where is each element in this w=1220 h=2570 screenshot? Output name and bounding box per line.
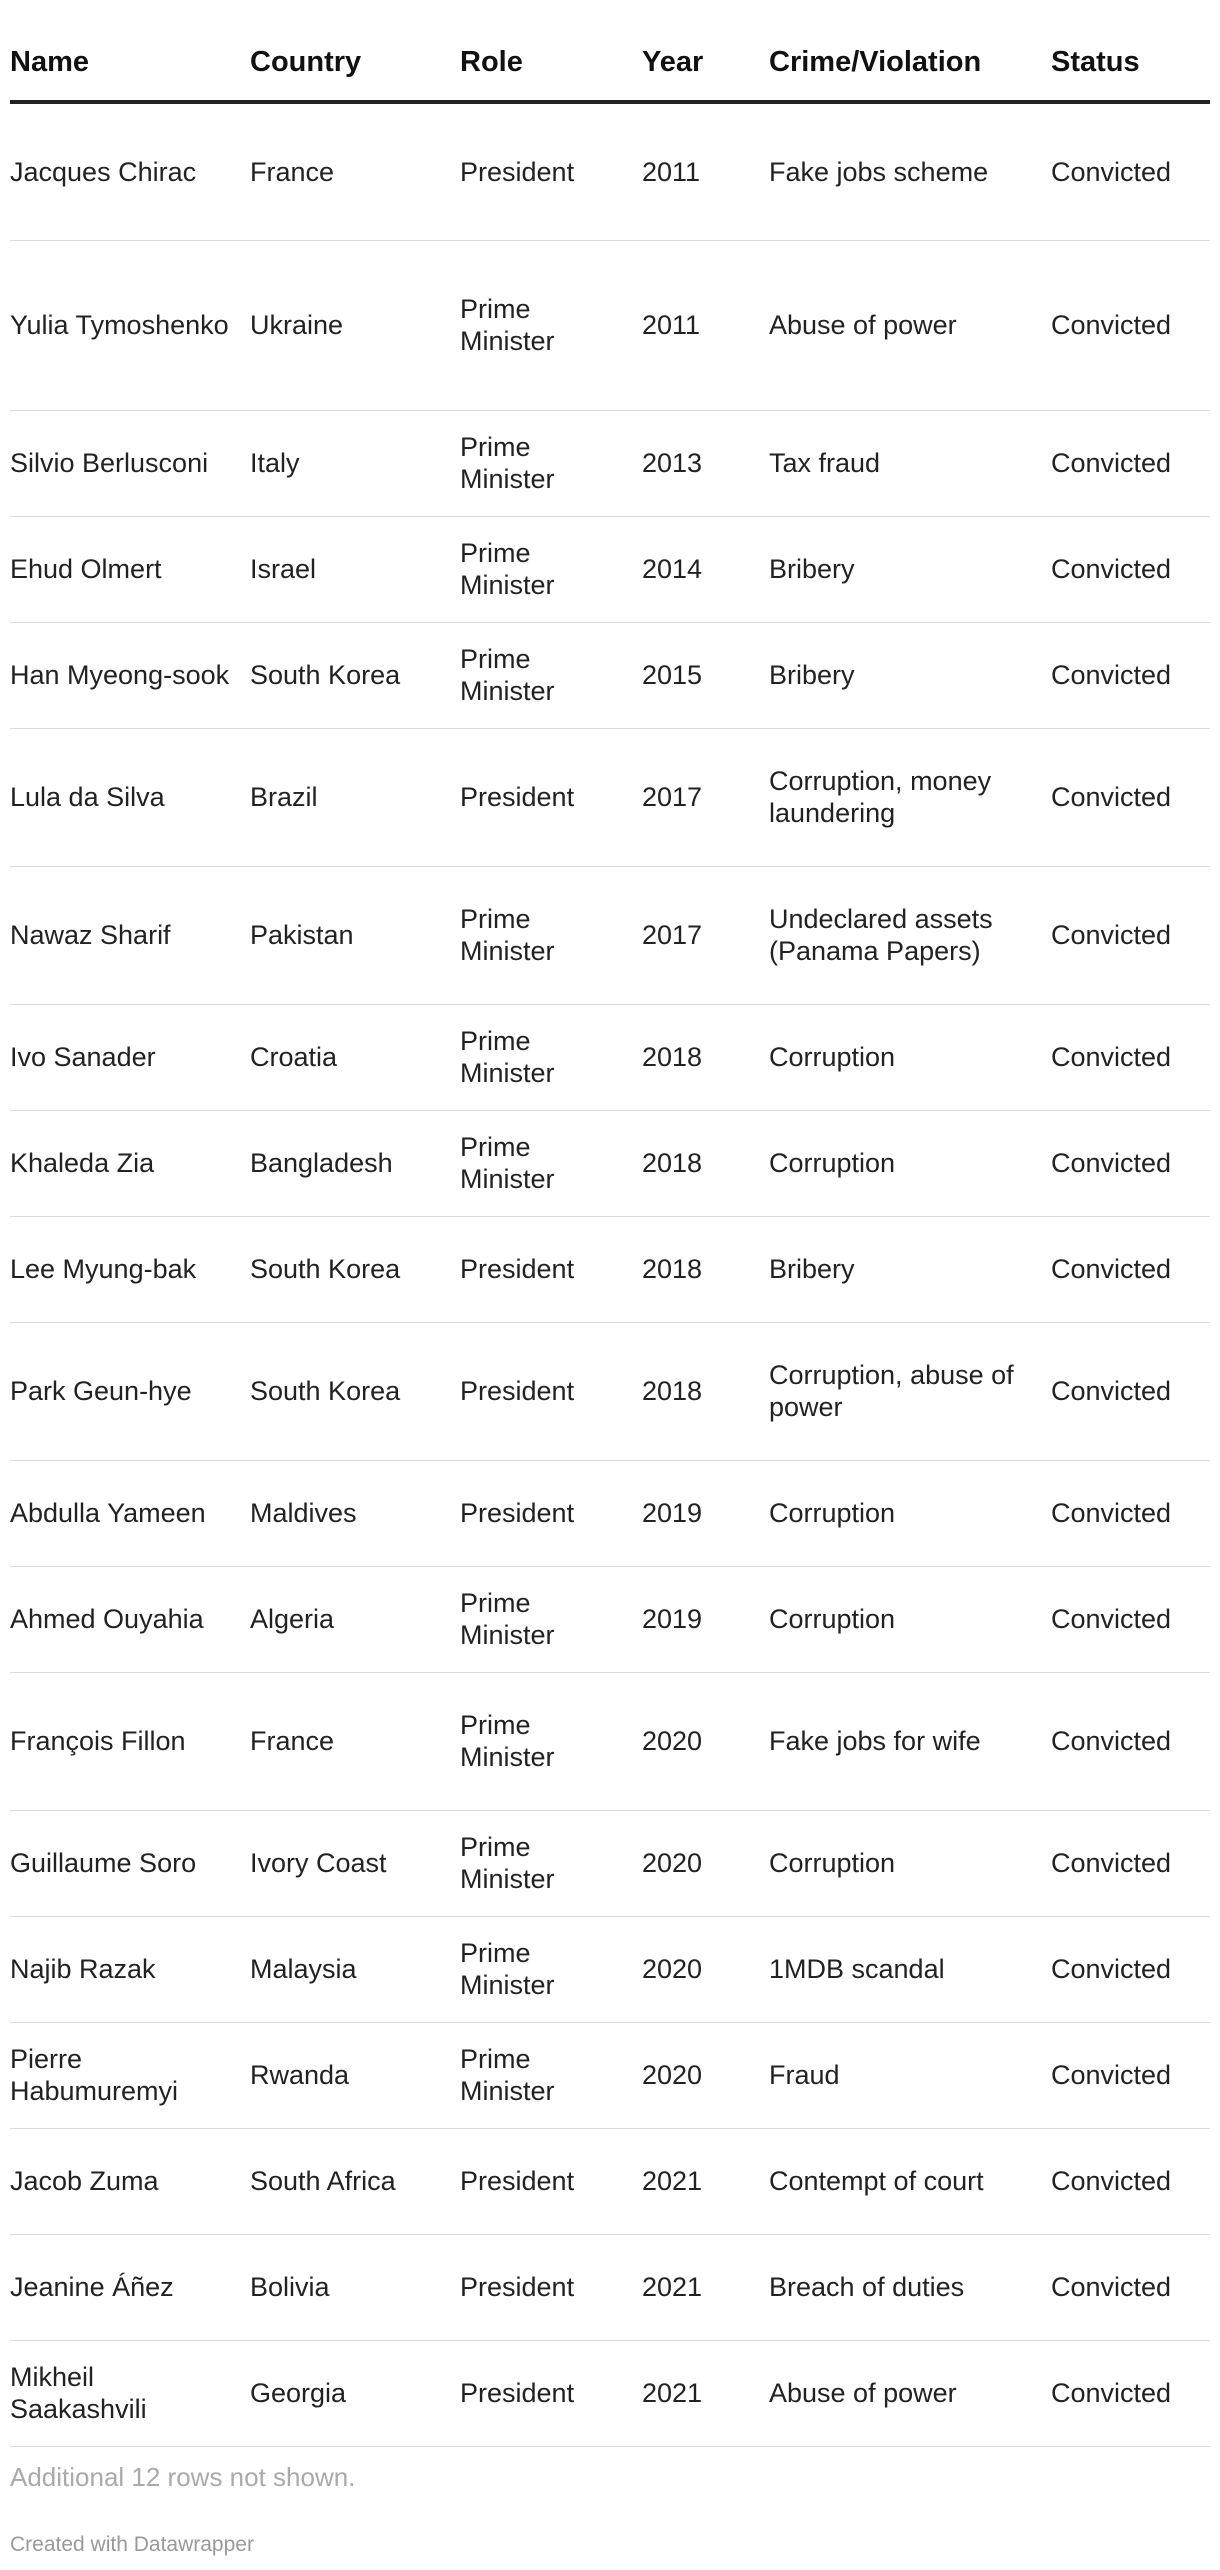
crime-cell xyxy=(769,2128,1051,2234)
crime-cell xyxy=(769,1110,1051,1216)
cell-text: Convicted xyxy=(1051,156,1172,187)
role-cell xyxy=(460,1004,642,1110)
cell-text: 2019 xyxy=(642,1604,703,1634)
country-cell xyxy=(250,728,460,866)
name-cell xyxy=(10,1916,250,2022)
cell-text: Convicted xyxy=(1051,1726,1172,1756)
country-cell xyxy=(250,1216,460,1322)
cell-text: Prime Minister xyxy=(460,1026,555,1088)
name-cell xyxy=(10,240,250,410)
cell-text: Bolivia xyxy=(250,2272,330,2302)
status-cell xyxy=(1051,2022,1210,2128)
country-cell xyxy=(250,410,460,516)
cell-text: Ivory Coast xyxy=(250,1848,387,1878)
name-cell xyxy=(10,1216,250,1322)
cell-text: Ukraine xyxy=(250,310,344,340)
cell-text: Rwanda xyxy=(250,2060,350,2090)
cell-text: Prime Minister xyxy=(460,1588,555,1650)
crime-cell xyxy=(769,1322,1051,1460)
country-cell xyxy=(250,1672,460,1810)
cell-text: Corruption xyxy=(769,1604,896,1634)
cell-text: Bribery xyxy=(769,1254,855,1284)
year-cell xyxy=(642,728,769,866)
cell-text: Prime Minister xyxy=(460,1832,555,1894)
crime-cell xyxy=(769,240,1051,410)
column-header-year[interactable]: Year xyxy=(642,24,769,102)
name-cell xyxy=(10,1322,250,1460)
year-cell xyxy=(642,2234,769,2340)
year-cell xyxy=(642,622,769,728)
crime-cell xyxy=(769,1672,1051,1810)
table-row xyxy=(10,2234,1210,2340)
cell-text: Ivo Sanader xyxy=(10,1042,156,1072)
status-cell xyxy=(1051,728,1210,866)
country-cell xyxy=(250,1460,460,1566)
table-row xyxy=(10,1672,1210,1810)
column-header-crime[interactable]: Crime/Violation xyxy=(769,24,1051,102)
cell-text: Nawaz Sharif xyxy=(10,920,171,950)
cell-text: 2020 xyxy=(642,2060,703,2090)
status-cell xyxy=(1051,1322,1210,1460)
cell-text: Abdulla Yameen xyxy=(10,1498,206,1528)
crime-cell xyxy=(769,102,1051,240)
cell-text: Undeclared assets (Panama Papers) xyxy=(769,904,993,966)
role-cell xyxy=(460,1460,642,1566)
column-header-country[interactable]: Country xyxy=(250,24,460,102)
role-cell xyxy=(460,2022,642,2128)
cell-text: Prime Minister xyxy=(460,1132,555,1194)
cell-text: Brazil xyxy=(250,782,318,812)
year-cell xyxy=(642,102,769,240)
cell-text: Corruption xyxy=(769,1498,896,1528)
role-cell xyxy=(460,1672,642,1810)
table-row xyxy=(10,1322,1210,1460)
cell-text: Ahmed Ouyahia xyxy=(10,1604,204,1634)
cell-text: Tax fraud xyxy=(769,448,881,478)
cell-text: Corruption xyxy=(769,1148,896,1178)
table-row xyxy=(10,1460,1210,1566)
cell-text: Jacques Chirac xyxy=(10,156,197,187)
crime-cell xyxy=(769,410,1051,516)
cell-text: South Korea xyxy=(250,1254,401,1284)
cell-text: Convicted xyxy=(1051,2378,1172,2408)
crime-cell xyxy=(769,1460,1051,1566)
name-cell xyxy=(10,1672,250,1810)
cell-text: 2019 xyxy=(642,1498,703,1528)
name-cell xyxy=(10,866,250,1004)
cell-text: Prime Minister xyxy=(460,294,555,356)
crime-cell xyxy=(769,728,1051,866)
table-row xyxy=(10,2340,1210,2446)
cell-text: South Africa xyxy=(250,2166,396,2196)
cell-text: Prime Minister xyxy=(460,2044,555,2106)
year-cell xyxy=(642,1810,769,1916)
status-cell xyxy=(1051,1004,1210,1110)
year-cell xyxy=(642,1110,769,1216)
table-row xyxy=(10,516,1210,622)
table-row xyxy=(10,2128,1210,2234)
cell-text: Abuse of power xyxy=(769,2378,957,2408)
crime-cell xyxy=(769,2234,1051,2340)
table-row xyxy=(10,1810,1210,1916)
table-row xyxy=(10,1566,1210,1672)
country-cell xyxy=(250,1916,460,2022)
cell-text: 2020 xyxy=(642,1954,703,1984)
cell-text: Convicted xyxy=(1051,1254,1172,1284)
crime-cell xyxy=(769,1004,1051,1110)
name-cell xyxy=(10,1110,250,1216)
cell-text: Bangladesh xyxy=(250,1148,393,1178)
cell-text: Corruption xyxy=(769,1848,896,1878)
name-cell xyxy=(10,102,250,240)
cell-text: France xyxy=(250,1726,335,1756)
role-cell xyxy=(460,2340,642,2446)
cell-text: Han Myeong-sook xyxy=(10,660,230,690)
crime-cell xyxy=(769,1916,1051,2022)
column-header-status[interactable]: Status xyxy=(1051,24,1210,102)
cell-text: Najib Razak xyxy=(10,1954,156,1984)
cell-text: President xyxy=(460,782,575,812)
role-cell xyxy=(460,728,642,866)
cell-text: Contempt of court xyxy=(769,2166,984,2196)
name-cell xyxy=(10,1004,250,1110)
cell-text: François Fillon xyxy=(10,1726,186,1756)
cell-text: 2021 xyxy=(642,2166,703,2196)
cell-text: Convicted xyxy=(1051,1498,1172,1528)
cell-text: 2020 xyxy=(642,1726,703,1756)
cell-text: Pakistan xyxy=(250,920,354,950)
cell-text: Prime Minister xyxy=(460,432,555,494)
cell-text: President xyxy=(460,2272,575,2302)
role-cell xyxy=(460,516,642,622)
table-header xyxy=(10,24,1210,102)
role-cell xyxy=(460,1322,642,1460)
cell-text: 2021 xyxy=(642,2378,703,2408)
status-cell xyxy=(1051,1916,1210,2022)
country-cell xyxy=(250,516,460,622)
cell-text: Jeanine Áñez xyxy=(10,2272,174,2302)
status-cell xyxy=(1051,622,1210,728)
cell-text: Convicted xyxy=(1051,554,1172,584)
cell-text: Convicted xyxy=(1051,1848,1172,1878)
cell-text: South Korea xyxy=(250,1376,401,1406)
cell-text: Convicted xyxy=(1051,1376,1172,1406)
status-cell xyxy=(1051,1672,1210,1810)
status-cell xyxy=(1051,2234,1210,2340)
status-cell xyxy=(1051,240,1210,410)
cell-text: 2011 xyxy=(642,156,701,187)
cell-text: Fake jobs scheme xyxy=(769,156,989,187)
cell-text: Convicted xyxy=(1051,2060,1172,2090)
header-row xyxy=(10,24,1210,102)
status-cell xyxy=(1051,1110,1210,1216)
cell-text: Ehud Olmert xyxy=(10,554,162,584)
cell-text: Convicted xyxy=(1051,2166,1172,2196)
name-cell xyxy=(10,2128,250,2234)
column-header-name[interactable]: Name xyxy=(10,24,250,102)
table-row xyxy=(10,1110,1210,1216)
country-cell xyxy=(250,1004,460,1110)
role-cell xyxy=(460,1566,642,1672)
country-cell xyxy=(250,866,460,1004)
cell-text: Jacob Zuma xyxy=(10,2166,159,2196)
cell-text: Bribery xyxy=(769,660,855,690)
cell-text: Prime Minister xyxy=(460,904,555,966)
cell-text: Mikheil Saakashvili xyxy=(10,2362,147,2424)
table-row xyxy=(10,622,1210,728)
country-cell xyxy=(250,1566,460,1672)
table-row xyxy=(10,1004,1210,1110)
status-cell xyxy=(1051,410,1210,516)
cell-text: Lula da Silva xyxy=(10,782,165,812)
cell-text: Guillaume Soro xyxy=(10,1848,197,1878)
cell-text: Fake jobs for wife xyxy=(769,1726,981,1756)
cell-text: 2011 xyxy=(642,310,701,340)
credit-text: Created with Datawrapper xyxy=(10,2533,254,2556)
cell-text: France xyxy=(250,156,335,187)
column-header-role[interactable]: Role xyxy=(460,24,642,102)
year-cell xyxy=(642,516,769,622)
cell-text: Convicted xyxy=(1051,1042,1172,1072)
crime-cell xyxy=(769,866,1051,1004)
cell-text: Khaleda Zia xyxy=(10,1148,155,1178)
cell-text: Convicted xyxy=(1051,782,1172,812)
crime-cell xyxy=(769,516,1051,622)
cell-text: Croatia xyxy=(250,1042,338,1072)
cell-text: Lee Myung-bak xyxy=(10,1254,197,1284)
table-row xyxy=(10,1216,1210,1322)
role-cell xyxy=(460,1216,642,1322)
cell-text: President xyxy=(460,2378,575,2408)
role-cell xyxy=(460,2234,642,2340)
cell-text: Fraud xyxy=(769,2060,840,2090)
crime-cell xyxy=(769,1216,1051,1322)
role-cell xyxy=(460,1916,642,2022)
cell-text: Prime Minister xyxy=(460,1938,555,2000)
table-row xyxy=(10,728,1210,866)
crime-cell xyxy=(769,1566,1051,1672)
name-cell xyxy=(10,2234,250,2340)
cell-text: Malaysia xyxy=(250,1954,357,1984)
cell-text: Italy xyxy=(250,448,300,478)
name-cell xyxy=(10,1566,250,1672)
cell-text: 2014 xyxy=(642,554,703,584)
year-cell xyxy=(642,1322,769,1460)
cell-text: Algeria xyxy=(250,1604,335,1634)
cell-text: Convicted xyxy=(1051,920,1172,950)
cell-text: Breach of duties xyxy=(769,2272,965,2302)
year-cell xyxy=(642,2022,769,2128)
role-cell xyxy=(460,866,642,1004)
role-cell xyxy=(460,102,642,240)
cell-text: Corruption, abuse of power xyxy=(769,1360,1014,1422)
data-table xyxy=(10,24,1210,2447)
role-cell xyxy=(460,410,642,516)
table-row xyxy=(10,1916,1210,2022)
cell-text: Georgia xyxy=(250,2378,347,2408)
country-cell xyxy=(250,622,460,728)
year-cell xyxy=(642,1004,769,1110)
cell-text: President xyxy=(460,1498,575,1528)
cell-text: Israel xyxy=(250,554,317,584)
footnote: Additional 12 rows not shown. xyxy=(10,2462,356,2492)
name-cell xyxy=(10,622,250,728)
status-cell xyxy=(1051,516,1210,622)
year-cell xyxy=(642,2340,769,2446)
table-row xyxy=(10,866,1210,1004)
table-row xyxy=(10,240,1210,410)
cell-text: Silvio Berlusconi xyxy=(10,448,209,478)
role-cell xyxy=(460,2128,642,2234)
cell-text: Prime Minister xyxy=(460,538,555,600)
year-cell xyxy=(642,1916,769,2022)
country-cell xyxy=(250,2234,460,2340)
cell-text: Prime Minister xyxy=(460,1710,555,1772)
role-cell xyxy=(460,622,642,728)
status-cell xyxy=(1051,102,1210,240)
country-cell xyxy=(250,240,460,410)
table-row xyxy=(10,410,1210,516)
cell-text: 2013 xyxy=(642,448,703,478)
status-cell xyxy=(1051,2128,1210,2234)
crime-cell xyxy=(769,1810,1051,1916)
role-cell xyxy=(460,1810,642,1916)
crime-cell xyxy=(769,2340,1051,2446)
status-cell xyxy=(1051,1566,1210,1672)
country-cell xyxy=(250,2340,460,2446)
cell-text: Park Geun-hye xyxy=(10,1376,192,1406)
cell-text: Maldives xyxy=(250,1498,357,1528)
cell-text: 2015 xyxy=(642,660,703,690)
crime-cell xyxy=(769,2022,1051,2128)
cell-text: Convicted xyxy=(1051,1954,1172,1984)
year-cell xyxy=(642,1216,769,1322)
year-cell xyxy=(642,1460,769,1566)
cell-text: Prime Minister xyxy=(460,644,555,706)
year-cell xyxy=(642,866,769,1004)
status-cell xyxy=(1051,1810,1210,1916)
name-cell xyxy=(10,728,250,866)
country-cell xyxy=(250,1810,460,1916)
year-cell xyxy=(642,410,769,516)
name-cell xyxy=(10,516,250,622)
cell-text: Yulia Tymoshenko xyxy=(10,310,229,340)
cell-text: 2018 xyxy=(642,1376,703,1406)
cell-text: 2018 xyxy=(642,1042,703,1072)
name-cell xyxy=(10,410,250,516)
cell-text: Convicted xyxy=(1051,310,1172,340)
table-row xyxy=(10,2022,1210,2128)
country-cell xyxy=(250,2128,460,2234)
country-cell xyxy=(250,1110,460,1216)
name-cell xyxy=(10,2022,250,2128)
crime-cell xyxy=(769,622,1051,728)
year-cell xyxy=(642,1566,769,1672)
cell-text: 2021 xyxy=(642,2272,703,2302)
country-cell xyxy=(250,1322,460,1460)
cell-text: Convicted xyxy=(1051,1604,1172,1634)
cell-text: Convicted xyxy=(1051,660,1172,690)
country-cell xyxy=(250,2022,460,2128)
cell-text: 1MDB scandal xyxy=(769,1954,945,1984)
cell-text: 2020 xyxy=(642,1848,703,1878)
cell-text: Abuse of power xyxy=(769,310,957,340)
status-cell xyxy=(1051,1460,1210,1566)
cell-text: Convicted xyxy=(1051,1148,1172,1178)
cell-text: 2017 xyxy=(642,920,703,950)
cell-text: Corruption xyxy=(769,1042,896,1072)
cell-text: 2018 xyxy=(642,1148,703,1178)
name-cell xyxy=(10,1810,250,1916)
cell-text: Bribery xyxy=(769,554,855,584)
year-cell xyxy=(642,2128,769,2234)
table-body xyxy=(10,102,1210,2446)
cell-text: Pierre Habumuremyi xyxy=(10,2044,179,2106)
status-cell xyxy=(1051,2340,1210,2446)
table-row xyxy=(10,102,1210,240)
cell-text: 2017 xyxy=(642,782,703,812)
role-cell xyxy=(460,240,642,410)
name-cell xyxy=(10,2340,250,2446)
country-cell xyxy=(250,102,460,240)
cell-text: Corruption, money laundering xyxy=(769,766,992,828)
role-cell xyxy=(460,1110,642,1216)
status-cell xyxy=(1051,866,1210,1004)
cell-text: 2018 xyxy=(642,1254,703,1284)
name-cell xyxy=(10,1460,250,1566)
status-cell xyxy=(1051,1216,1210,1322)
cell-text: President xyxy=(460,156,575,187)
year-cell xyxy=(642,240,769,410)
cell-text: Convicted xyxy=(1051,2272,1172,2302)
cell-text: Convicted xyxy=(1051,448,1172,478)
cell-text: South Korea xyxy=(250,660,401,690)
cell-text: President xyxy=(460,1254,575,1284)
cell-text: President xyxy=(460,1376,575,1406)
cell-text: President xyxy=(460,2166,575,2196)
year-cell xyxy=(642,1672,769,1810)
